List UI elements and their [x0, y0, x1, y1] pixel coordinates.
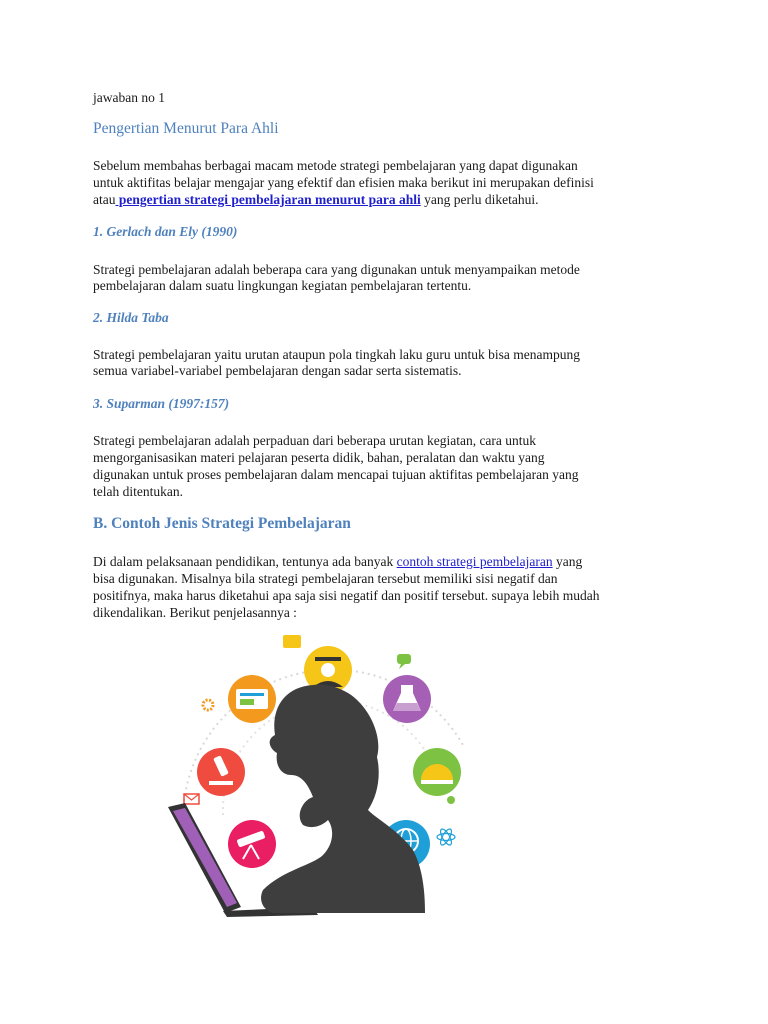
para2-line1-pre: Di dalam pelaksanaan pendidikan, tentunya ada banyak — [93, 554, 397, 569]
expert2-line2: semua variabel-variabel pembelajaran dengan sadar serta sistematis. — [93, 363, 462, 378]
telescope-icon — [228, 820, 276, 868]
small-gear-icon — [447, 796, 455, 804]
para1-line3-pre: atau — [93, 192, 116, 207]
expert2-title: 2. Hilda Taba — [93, 310, 169, 325]
para2-line4: dikendalikan. Berikut penjelasannya : — [93, 605, 297, 620]
para2-line2: bisa digunakan. Misalnya bila strategi pembelajaran tersebut memiliki sisi negatif dan — [93, 571, 558, 586]
para1-line3-post: yang perlu diketahui. — [420, 192, 539, 207]
para1-line2: untuk aktifitas belajar mengajar yang efektif dan efisien maka berikut ini merupakan definisi — [93, 175, 594, 190]
ruler-protractor-icon — [413, 748, 461, 796]
para2-line3: positifnya, maka harus diketahui apa saja sisi negatif dan positif tersebut. supaya lebih mudah — [93, 588, 600, 603]
gear-icon — [203, 700, 213, 710]
expert3-line4: telah ditentukan. — [93, 484, 183, 499]
expert1-line1: Strategi pembelajaran adalah beberapa cara yang digunakan untuk menyampaikan metode — [93, 262, 580, 277]
heading-pengertian: Pengertian Menurut Para Ahli — [93, 120, 279, 137]
para2-line1-post: yang — [552, 554, 583, 569]
para1-line3 — [93, 191, 683, 208]
envelope-icon — [184, 794, 199, 804]
laptop-screen-icon — [228, 675, 276, 723]
expert3-title: 3. Suparman (1997:157) — [93, 396, 230, 411]
para1-line1: Sebelum membahas berbagai macam metode strategi pembelajaran yang dapat digunakan — [93, 158, 578, 173]
atom-icon — [437, 827, 455, 846]
intro-label: jawaban no 1 — [93, 90, 165, 105]
heading-contoh-jenis: B. Contoh Jenis Strategi Pembelajaran — [93, 515, 351, 532]
expert3-line2: mengorganisasikan materi pelajaran peserta didik, bahan, peralatan dan waktu yang — [93, 450, 545, 465]
expert2-line1: Strategi pembelajaran yaitu urutan ataupun pola tingkah laku guru untuk bisa menampung — [93, 347, 580, 362]
flask-icon — [383, 675, 431, 723]
expert3-line3: digunakan untuk proses pembelajaran dalam mencapai tujuan aktifitas pembelajaran yang — [93, 467, 579, 482]
expert1-line2: pembelajaran dalam suatu lingkungan kegiatan pembelajaran tertentu. — [93, 278, 472, 293]
expert3-line1: Strategi pembelajaran adalah perpaduan dari beberapa urutan kegiatan, cara untuk — [93, 433, 537, 448]
microscope-icon — [197, 748, 245, 796]
para2-line1 — [93, 553, 683, 570]
link-pengertian-strategi[interactable]: pengertian strategi pembelajaran menurut para ahli — [115, 192, 421, 207]
chat-bubble-icon — [397, 654, 411, 669]
note-icon — [283, 635, 301, 648]
learning-strategy-illustration — [163, 625, 483, 925]
expert1-title: 1. Gerlach dan Ely (1990) — [93, 224, 238, 239]
link-contoh-strategi[interactable]: contoh strategi pembelajaran — [396, 554, 553, 569]
